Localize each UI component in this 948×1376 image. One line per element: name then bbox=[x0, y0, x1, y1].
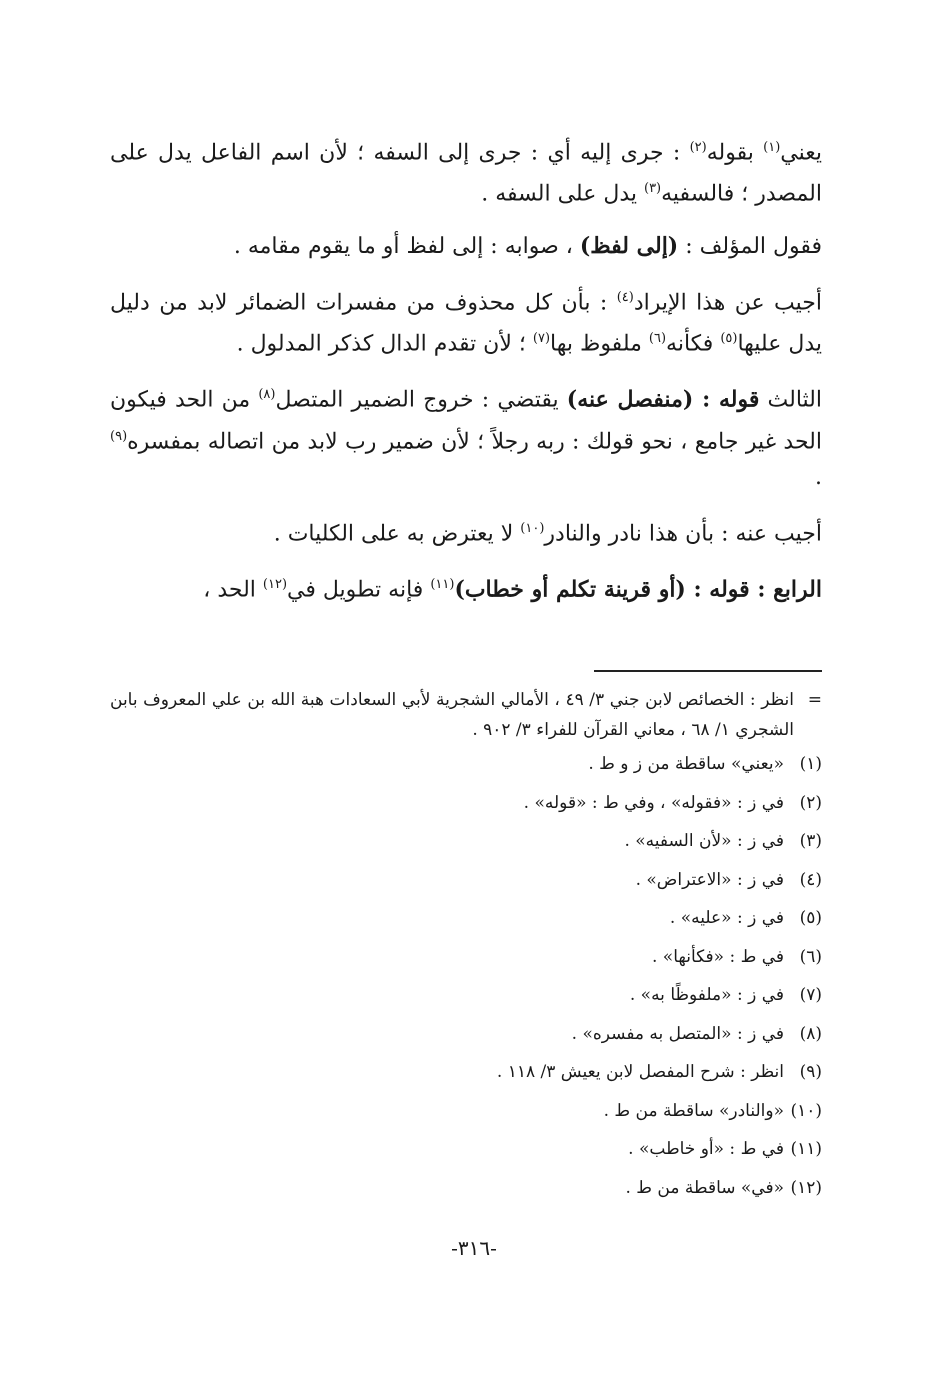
paragraph bbox=[110, 228, 822, 265]
text-run: يدل على السفه . bbox=[481, 181, 644, 207]
text-run: أجيب عن هذا الإيراد bbox=[633, 289, 822, 315]
footnote-ref: (٢) bbox=[689, 140, 707, 155]
bold-quote: (إلى لفظ) bbox=[579, 232, 679, 259]
footnotes bbox=[110, 685, 822, 1213]
paragraph bbox=[110, 567, 822, 608]
footnote-number: (٨) bbox=[799, 1023, 822, 1044]
footnote-ref: (١١) bbox=[430, 577, 455, 593]
continued-footnote bbox=[110, 685, 822, 745]
footnote-ref: (١٢) bbox=[262, 577, 288, 593]
footnote-text: في ز : «المتصل به مفسره» . bbox=[571, 1023, 784, 1044]
footnote bbox=[110, 1021, 822, 1060]
footnote bbox=[110, 1059, 822, 1098]
paragraph bbox=[110, 130, 822, 213]
footnote-number: (١١) bbox=[790, 1139, 822, 1159]
footnote-number: (٩) bbox=[799, 1062, 822, 1082]
footnote bbox=[110, 867, 822, 906]
text-run: أجيب عنه : بأن هذا نادر والنادر bbox=[544, 521, 822, 547]
footnote-text: «في» ساقطة من ط . bbox=[625, 1177, 784, 1198]
page-number: -٣١٦- bbox=[451, 1236, 497, 1260]
footnote-text: في ز : «عليه» . bbox=[669, 908, 784, 928]
footnote-number: (٣) bbox=[799, 831, 822, 851]
text-run: ملفوظ بها bbox=[550, 331, 649, 357]
text-run: يعني bbox=[780, 140, 822, 166]
footnote-number: (٧) bbox=[799, 985, 822, 1005]
text-run: من الحد فيكون الحد غير جامع ، نحو قولك : ربه رجلاً ؛ لأن ضمير رب لابد من اتصاله بمفسره bbox=[110, 387, 822, 454]
footnote bbox=[110, 828, 822, 867]
footnote-text: في ز : «لأن السفيه» . bbox=[624, 831, 784, 851]
footnote-text: في ط : «فكأنها» . bbox=[651, 946, 784, 967]
text-run: يقتضي : خروج الضمير المتصل bbox=[275, 387, 567, 413]
footnote-number: (١٢) bbox=[790, 1177, 822, 1198]
footnote-text: «والنادر» ساقطة من ط . bbox=[603, 1100, 784, 1121]
footnote-number: (٥) bbox=[799, 908, 822, 928]
footnote-ref: (٩) bbox=[110, 428, 128, 444]
text-run: فقول المؤلف : bbox=[678, 233, 822, 259]
text-run: الثالث bbox=[759, 387, 822, 413]
footnote-ref: (٨) bbox=[258, 387, 276, 403]
footnote-text: «يعني» ساقطة من ز و ط . bbox=[588, 754, 784, 774]
footnote-number: (٢) bbox=[799, 792, 822, 813]
paragraph bbox=[110, 377, 822, 496]
footnote-text: انظر : شرح المفصل لابن يعيش ٣/ ١١٨ . bbox=[496, 1062, 784, 1082]
footnote-number: (٦) bbox=[799, 946, 822, 967]
footnote bbox=[110, 1098, 822, 1137]
footnote bbox=[110, 982, 822, 1021]
footnote-ref: (١٠) bbox=[520, 520, 545, 536]
text-run: فإنه تطويل في bbox=[287, 577, 431, 603]
footnote bbox=[110, 1175, 822, 1214]
footnote-ref: (٤) bbox=[616, 289, 634, 305]
text-run: الحد ، bbox=[203, 577, 263, 603]
footnote-ref: (٦) bbox=[648, 330, 667, 346]
footnote-text: في ز : «الاعتراض» . bbox=[635, 869, 784, 890]
footnote-ref: (١) bbox=[763, 140, 781, 155]
footnote bbox=[110, 1136, 822, 1175]
text-run: ، صوابه : إلى لفظ أو ما يقوم مقامه . bbox=[233, 233, 580, 259]
footnote-number: (٤) bbox=[799, 869, 822, 890]
footnote bbox=[110, 905, 822, 944]
continuation-marker: = bbox=[807, 690, 822, 710]
text-run: : بأن كل محذوف من مفسرات الضمائر لابد من دليل يدل عليها bbox=[110, 289, 822, 357]
text-run: : جرى إليه أي : جرى إلى السفه ؛ لأن اسم الفاعل يدل على المصدر ؛ فالسفيه bbox=[110, 140, 822, 207]
text-run: ؛ لأن تقدم الدال كذكر المدلول . bbox=[236, 331, 533, 357]
footnote-ref: (٥) bbox=[720, 330, 738, 346]
continued-footnote-text: انظر : الخصائص لابن جني ٣/ ٤٩ ، الأمالي الشجرية لأبي السعادات هبة الله بن علي المعروف بابن الشجري ١/ ٦٨ ، معاني القرآن للفراء ٣/ ٩٠٢ . bbox=[110, 690, 794, 740]
paragraph bbox=[110, 511, 822, 552]
footnote-text: في ط : «أو خاطب» . bbox=[628, 1139, 784, 1159]
footnote-separator bbox=[594, 670, 822, 672]
footnote-ref: (٣) bbox=[643, 181, 662, 197]
bold-quote: الرابع : قوله : (أو قرينة تكلم أو خطاب) bbox=[454, 576, 822, 603]
text-run: بقوله bbox=[706, 140, 764, 166]
paragraph bbox=[110, 280, 822, 363]
footnote bbox=[110, 944, 822, 983]
text-run: . bbox=[815, 464, 822, 490]
main-text bbox=[110, 130, 822, 609]
text-run: لا يعترض به على الكليات . bbox=[273, 521, 521, 547]
footnote bbox=[110, 790, 822, 829]
footnote-text: في ز : «ملفوظًا به» . bbox=[629, 985, 784, 1005]
bold-quote: قوله : (منفصل عنه) bbox=[566, 386, 760, 413]
footnote bbox=[110, 751, 822, 790]
footnote-number: (١٠) bbox=[790, 1100, 822, 1121]
footnote-ref: (٧) bbox=[532, 330, 551, 346]
footnote-number: (١) bbox=[799, 754, 822, 774]
footnote-list bbox=[110, 751, 822, 1213]
text-run: فكأنه bbox=[666, 331, 721, 357]
footnote-text: في ز : «فقوله» ، وفي ط : «قوله» . bbox=[523, 792, 784, 813]
